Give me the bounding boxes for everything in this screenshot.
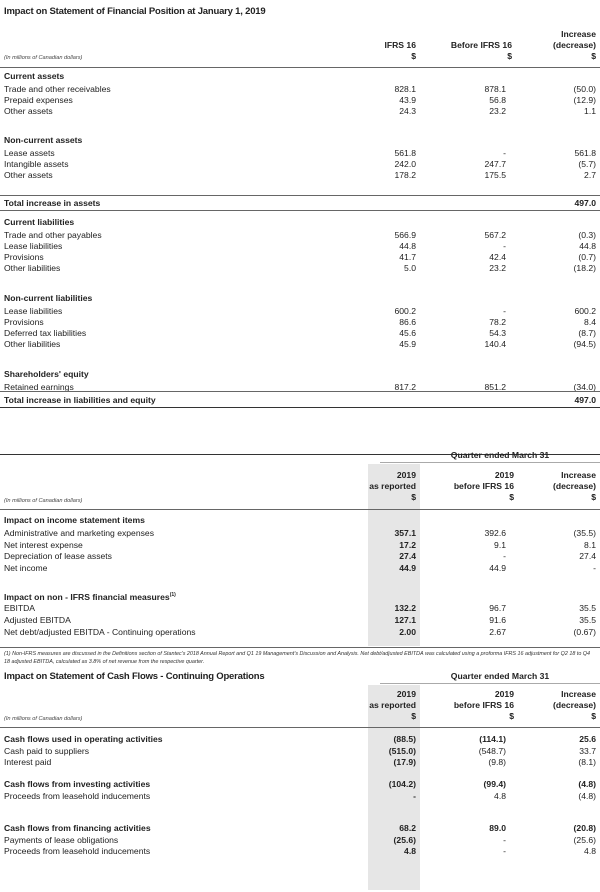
row-label: Lease liabilities (4, 306, 63, 316)
cell-value: (4.8) (578, 790, 596, 801)
cell-value: 497.0 (574, 198, 596, 208)
row-label: Intangible assets (4, 159, 69, 169)
row-label: Other liabilities (4, 339, 61, 349)
row-label: Trade and other receivables (4, 84, 111, 94)
cell-value: (515.0) (388, 745, 416, 756)
cell-value: 175.5 (484, 170, 506, 180)
row-label: Proceeds from leasehold inducements (4, 846, 151, 856)
table-row (0, 339, 600, 350)
cell-value: 600.2 (394, 306, 416, 316)
row-label: Other assets (4, 106, 53, 116)
cell-value: 23.2 (489, 106, 506, 116)
cell-value: 43.9 (399, 95, 416, 105)
cell-value: 27.4 (399, 551, 416, 561)
cf-header-before-ifrs16: 2019 before IFRS 16 $ (453, 689, 514, 721)
table-row (0, 757, 600, 768)
cell-value: 35.5 (579, 615, 596, 625)
cell-value: 247.7 (484, 159, 506, 169)
fp-units-label: (In millions of Canadian dollars) (4, 55, 83, 61)
total-row (0, 198, 600, 209)
section-heading: Non-current liabilities (4, 293, 93, 303)
table-row (0, 528, 600, 539)
cell-value: (4.8) (578, 779, 596, 789)
table-row (0, 148, 600, 159)
cell-value: (20.8) (573, 823, 596, 833)
cell-value: (548.7) (478, 745, 506, 756)
cell-value: - (503, 834, 506, 845)
cell-value: 392.6 (484, 528, 506, 538)
table-row (0, 846, 600, 857)
cell-value: (12.9) (573, 95, 596, 105)
cell-value: (25.6) (393, 834, 416, 845)
row-label: Administrative and marketing expenses (4, 528, 154, 538)
cf-units-label: (In millions of Canadian dollars) (4, 716, 83, 722)
cell-value: (18.2) (573, 263, 596, 273)
table-row (0, 159, 600, 170)
cell-value: 567.2 (484, 230, 506, 240)
cell-value: 54.3 (489, 328, 506, 338)
cell-value: 2.00 (399, 627, 416, 637)
cell-value: 132.2 (394, 603, 416, 613)
cell-value: 45.6 (399, 328, 416, 338)
cell-value: 56.8 (489, 95, 506, 105)
is-quarter-title: Quarter ended March 31 (450, 450, 550, 460)
footnote: (1) Non-IFRS measures are discussed in the Definitions section of Stantec's 2018 Annual Report and Q1 19 Management's Discussion and Analysis. Net debt/adjusted EBITDA was calculated using a proforma IFRS 16 adjustment for Q2 18 to Q4 18 adjusted EBITDA, calculated as 3.8% of net revenue from the respective quarter. (4, 651, 591, 665)
is-units-label: (In millions of Canadian dollars) (4, 498, 83, 504)
cell-value: 42.4 (489, 252, 506, 262)
table-row (0, 563, 600, 574)
fp-header-ifrs16: IFRS 16 $ (384, 40, 416, 61)
cell-value: 41.7 (399, 252, 416, 262)
cell-value: - (413, 790, 416, 801)
row-label: EBITDA (4, 603, 36, 613)
cell-value: (25.6) (573, 834, 596, 845)
cell-value: 86.6 (399, 317, 416, 327)
cell-value: 1.1 (584, 106, 596, 116)
cell-value: 44.8 (399, 241, 416, 251)
section-heading: Non-current assets (4, 135, 83, 145)
cell-value: 17.2 (399, 539, 416, 550)
table-row (0, 252, 600, 263)
table-row (0, 791, 600, 802)
cell-value: - (503, 306, 506, 316)
cell-value: - (503, 241, 506, 251)
cell-value: (50.0) (573, 84, 596, 94)
row-label: Cash flows used in operating activities (4, 734, 163, 744)
row-label: Total increase in liabilities and equity (4, 395, 156, 405)
cell-value: 44.9 (489, 562, 506, 573)
cell-value: 140.4 (484, 339, 506, 349)
section-heading-row (0, 135, 600, 146)
section-heading: Current liabilities (4, 217, 75, 227)
section-heading: Shareholders' equity (4, 369, 89, 379)
cell-value: 4.8 (584, 846, 596, 856)
cell-value: (34.0) (573, 382, 596, 392)
cell-value: - (503, 148, 506, 158)
cell-value: 25.6 (579, 734, 596, 744)
cell-value: 357.1 (394, 528, 416, 538)
cell-value: - (503, 846, 506, 856)
cell-value: 8.1 (584, 539, 596, 550)
row-label: Net income (4, 562, 48, 573)
row-label: Proceeds from leasehold inducements (4, 790, 151, 801)
cell-value: 68.2 (399, 823, 416, 833)
divider (0, 67, 600, 68)
cell-value: 44.9 (399, 562, 416, 573)
cell-value: (0.3) (578, 230, 596, 240)
row-label: Payments of lease obligations (4, 834, 119, 845)
table-row (0, 317, 600, 328)
cell-value: 2.7 (584, 170, 596, 180)
section-heading-row (0, 293, 600, 304)
row-label: Trade and other payables (4, 230, 102, 240)
cell-value: 851.2 (484, 382, 506, 392)
footnote-marker: (1) (169, 592, 176, 598)
fp-header-increase: Increase (decrease) $ (553, 29, 596, 61)
fp-header-before-ifrs16: Before IFRS 16 $ (450, 40, 512, 61)
divider (0, 195, 600, 196)
cell-value: 45.9 (399, 339, 416, 349)
cell-value: 4.8 (404, 846, 416, 856)
table-row (0, 95, 600, 106)
table-row (0, 835, 600, 846)
is-header-as-reported: 2019 as reported $ (369, 470, 416, 502)
cell-value: (94.5) (573, 339, 596, 349)
total-row (0, 823, 600, 834)
divider (0, 407, 600, 408)
section-heading-row (0, 369, 600, 380)
row-label: Cash flows from financing activities (4, 823, 151, 833)
cell-value: (9.8) (488, 757, 506, 767)
row-label: Lease assets (4, 148, 55, 158)
section-heading: Impact on income statement items (4, 515, 145, 525)
cell-value: 2.67 (489, 627, 506, 637)
cell-value: 242.0 (394, 159, 416, 169)
cell-value: 89.0 (489, 823, 506, 833)
cell-value: (5.7) (578, 159, 596, 169)
divider (0, 509, 600, 510)
cell-value: 23.2 (489, 263, 506, 273)
cell-value: 24.3 (399, 106, 416, 116)
divider (0, 647, 600, 648)
cell-value: 27.4 (579, 551, 596, 561)
row-label: Net interest expense (4, 539, 83, 550)
table-row (0, 84, 600, 95)
cell-value: 9.1 (494, 539, 506, 550)
divider (0, 391, 600, 392)
cell-value: (114.1) (479, 734, 506, 744)
table-row (0, 603, 600, 614)
row-label: Deferred tax liabilities (4, 328, 87, 338)
row-label: Cash flows from investing activities (4, 779, 151, 789)
row-label: Provisions (4, 252, 44, 262)
cell-value: 35.5 (579, 603, 596, 613)
table-row (0, 170, 600, 181)
section-heading-row (0, 71, 600, 82)
table-row (0, 551, 600, 562)
cell-value: 8.4 (584, 317, 596, 327)
cell-value: 828.1 (394, 84, 416, 94)
cf-quarter-title: Quarter ended March 31 (450, 671, 550, 681)
section-heading-row (0, 217, 600, 228)
section-heading-row (0, 590, 600, 601)
cf-header-as-reported: 2019 as reported $ (369, 689, 416, 721)
divider (380, 462, 600, 463)
row-label: Other liabilities (4, 263, 61, 273)
row-label: Adjusted EBITDA (4, 615, 71, 625)
cell-value: 91.6 (489, 615, 506, 625)
cell-value: (8.1) (578, 757, 596, 767)
financial-position-title: Impact on Statement of Financial Position at January 1, 2019 (4, 6, 266, 17)
cell-value: 44.8 (579, 241, 596, 251)
cell-value: 96.7 (489, 603, 506, 613)
cell-value: (99.4) (483, 779, 506, 789)
cell-value: 178.2 (394, 170, 416, 180)
row-label: Depreciation of lease assets (4, 551, 112, 561)
total-row (0, 779, 600, 790)
table-row (0, 627, 600, 638)
row-label: Interest paid (4, 757, 52, 767)
section-heading: Impact on non - IFRS financial measures$^{(1)}$ (4, 591, 176, 602)
row-label: Provisions (4, 317, 44, 327)
table-row (0, 230, 600, 241)
row-label: Net debt/adjusted EBITDA - Continuing operations (4, 627, 196, 637)
cell-value: (0.7) (578, 252, 596, 262)
cell-value: 817.2 (394, 382, 416, 392)
row-label: Other assets (4, 170, 53, 180)
cell-value: 497.0 (574, 395, 596, 405)
is-header-increase: Increase (decrease) $ (553, 470, 596, 502)
cell-value: 561.8 (574, 148, 596, 158)
cell-value: (104.2) (388, 779, 416, 789)
total-row (0, 734, 600, 745)
cell-value: (35.5) (573, 528, 596, 538)
row-label: Retained earnings (4, 382, 74, 392)
cell-value: 600.2 (574, 306, 596, 316)
table-row (0, 263, 600, 274)
cell-value: 5.0 (404, 263, 416, 273)
cell-value: 78.2 (489, 317, 506, 327)
cell-value: 33.7 (579, 745, 596, 756)
cell-value: 566.9 (394, 230, 416, 240)
row-label: Prepaid expenses (4, 95, 73, 105)
row-label: Lease liabilities (4, 241, 63, 251)
is-header-before-ifrs16: 2019 before IFRS 16 $ (453, 470, 514, 502)
table-row (0, 306, 600, 317)
cell-value: (0.67) (573, 627, 596, 637)
divider (0, 727, 600, 728)
divider (0, 210, 600, 211)
row-label: Total increase in assets (4, 198, 101, 208)
section-heading: Current assets (4, 71, 65, 81)
cell-value: (8.7) (578, 328, 596, 338)
cash-flows-title: Impact on Statement of Cash Flows - Continuing Operations (4, 671, 265, 682)
cell-value: (88.5) (393, 734, 416, 744)
table-row (0, 746, 600, 757)
table-row (0, 615, 600, 626)
cell-value: - (503, 551, 506, 561)
total-row (0, 395, 600, 406)
table-row (0, 106, 600, 117)
section-heading-row (0, 515, 600, 526)
cf-header-increase: Increase (decrease) $ (553, 689, 596, 721)
cell-value: 4.8 (494, 790, 506, 801)
row-label: Cash paid to suppliers (4, 745, 90, 756)
cell-value: (17.9) (393, 757, 416, 767)
divider (380, 683, 600, 684)
table-row (0, 328, 600, 339)
cell-value: 561.8 (394, 148, 416, 158)
cell-value: 878.1 (484, 84, 506, 94)
table-row (0, 241, 600, 252)
table-row (0, 540, 600, 551)
cell-value: - (593, 562, 596, 573)
cell-value: 127.1 (394, 615, 416, 625)
